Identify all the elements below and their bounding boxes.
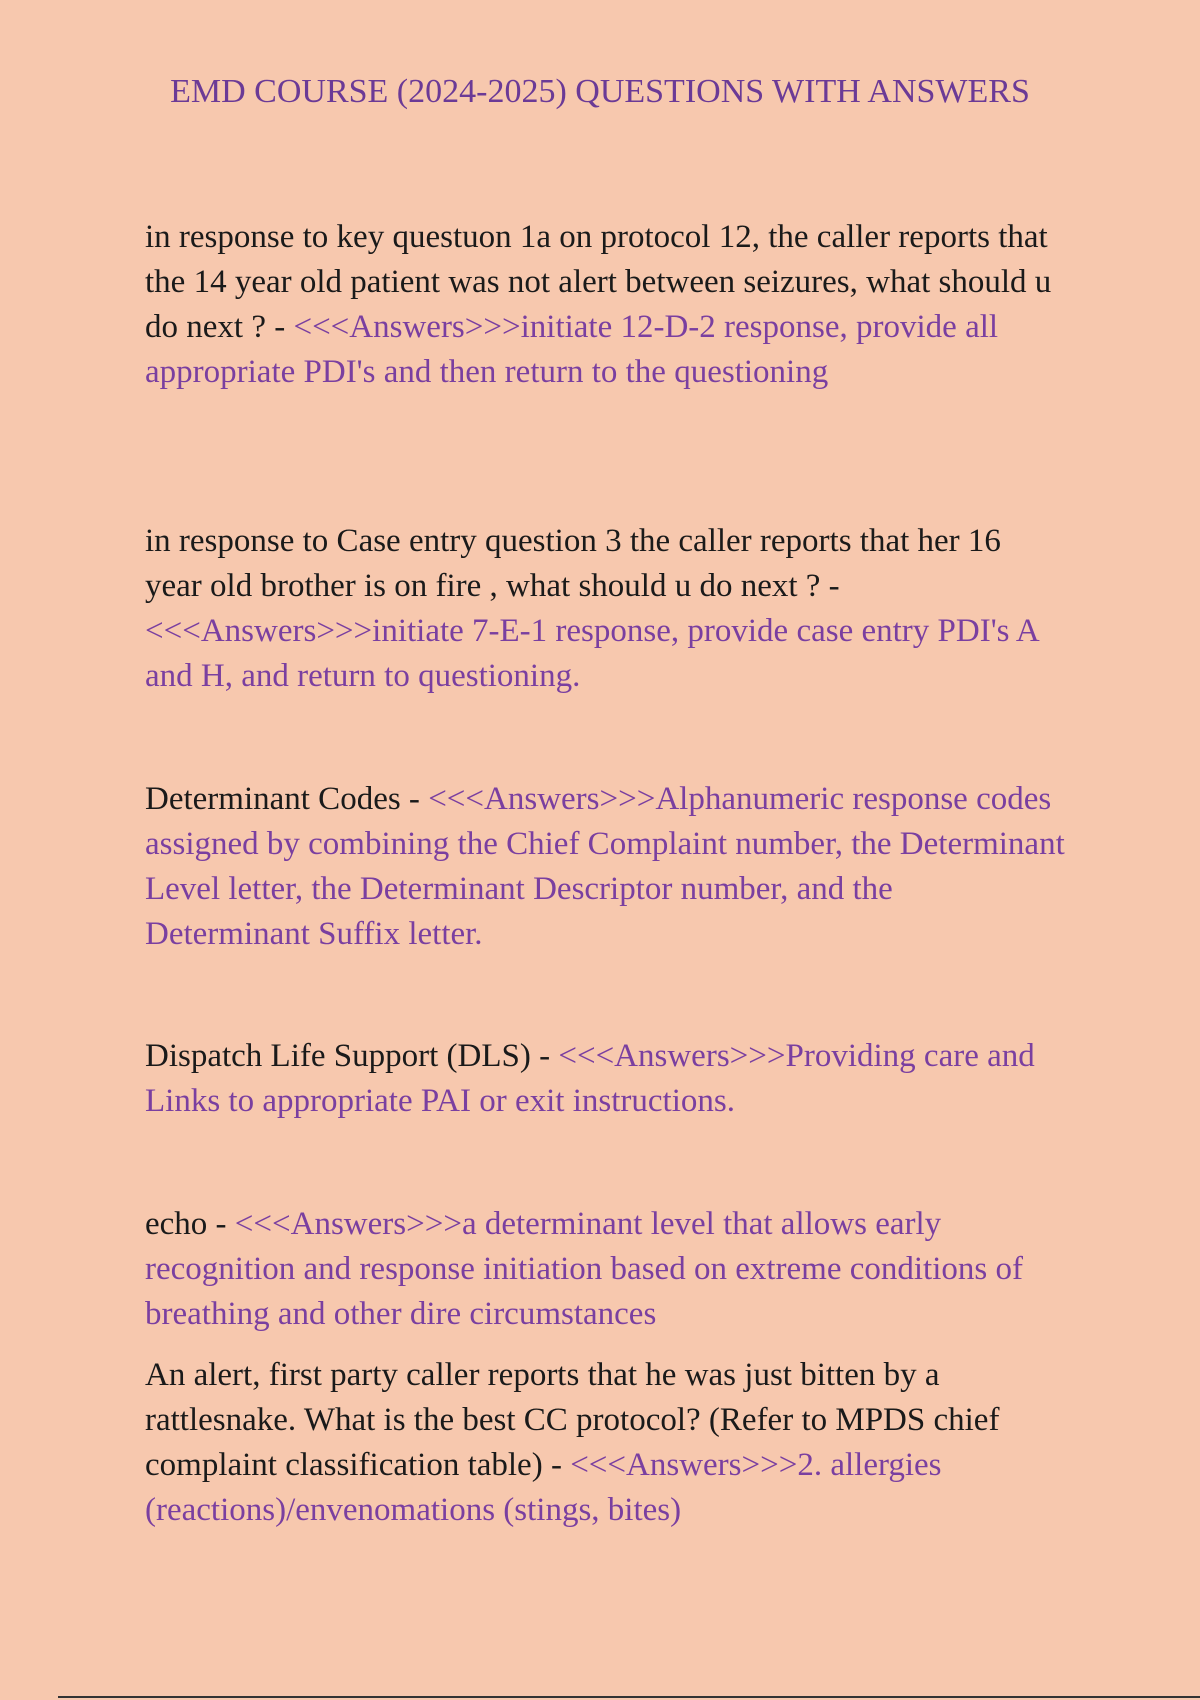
page-bottom-rule <box>58 1696 1200 1698</box>
answer-text: <<<Answers>>>2. allergies (reactions)/envenomations (stings, bites) <box>145 1447 942 1528</box>
answer-text: <<<Answers>>>initiate 12-D-2 response, provide all appropriate PDI's and then return to the questioning <box>145 309 999 390</box>
qa-item <box>145 215 1065 395</box>
question-text: Determinant Codes - <box>145 781 429 817</box>
qa-item <box>145 519 1065 699</box>
answer-text: <<<Answers>>>initiate 7-E-1 response, provide case entry PDI's A and H, and return to questioning. <box>145 613 1038 694</box>
qa-item <box>145 1202 1065 1337</box>
qa-item <box>145 1353 1065 1533</box>
answer-text: <<<Answers>>>a determinant level that allows early recognition and response initiation based on extreme conditions of breathing and other dire circumstances <box>145 1206 1023 1332</box>
question-text: in response to key questuon 1a on protocol 12, the caller reports that the 14 year old patient was not alert between seizures, what should u do next ? - <box>145 219 1052 345</box>
answer-text: <<<Answers>>>Alphanumeric response codes assigned by combining the Chief Complaint number, the Determinant Level letter, the Determinant Descriptor number, and the Determinant Suffix letter. <box>145 781 1065 952</box>
document-title: EMD COURSE (2024-2025) QUESTIONS WITH ANSWERS <box>170 73 1030 110</box>
question-text: in response to Case entry question 3 the caller reports that her 16 year old brother is on fire , what should u do next ? - <box>145 523 1001 604</box>
answer-text: <<<Answers>>>Providing care and Links to appropriate PAI or exit instructions. <box>145 1038 1035 1119</box>
question-text: An alert, first party caller reports that he was just bitten by a rattlesnake. What is the best CC protocol? (Refer to MPDS chief complaint classification table) - <box>145 1357 1000 1483</box>
qa-item <box>145 1034 1065 1124</box>
question-text: echo - <box>145 1206 235 1242</box>
question-text: Dispatch Life Support (DLS) - <box>145 1038 559 1074</box>
qa-item <box>145 777 1065 957</box>
